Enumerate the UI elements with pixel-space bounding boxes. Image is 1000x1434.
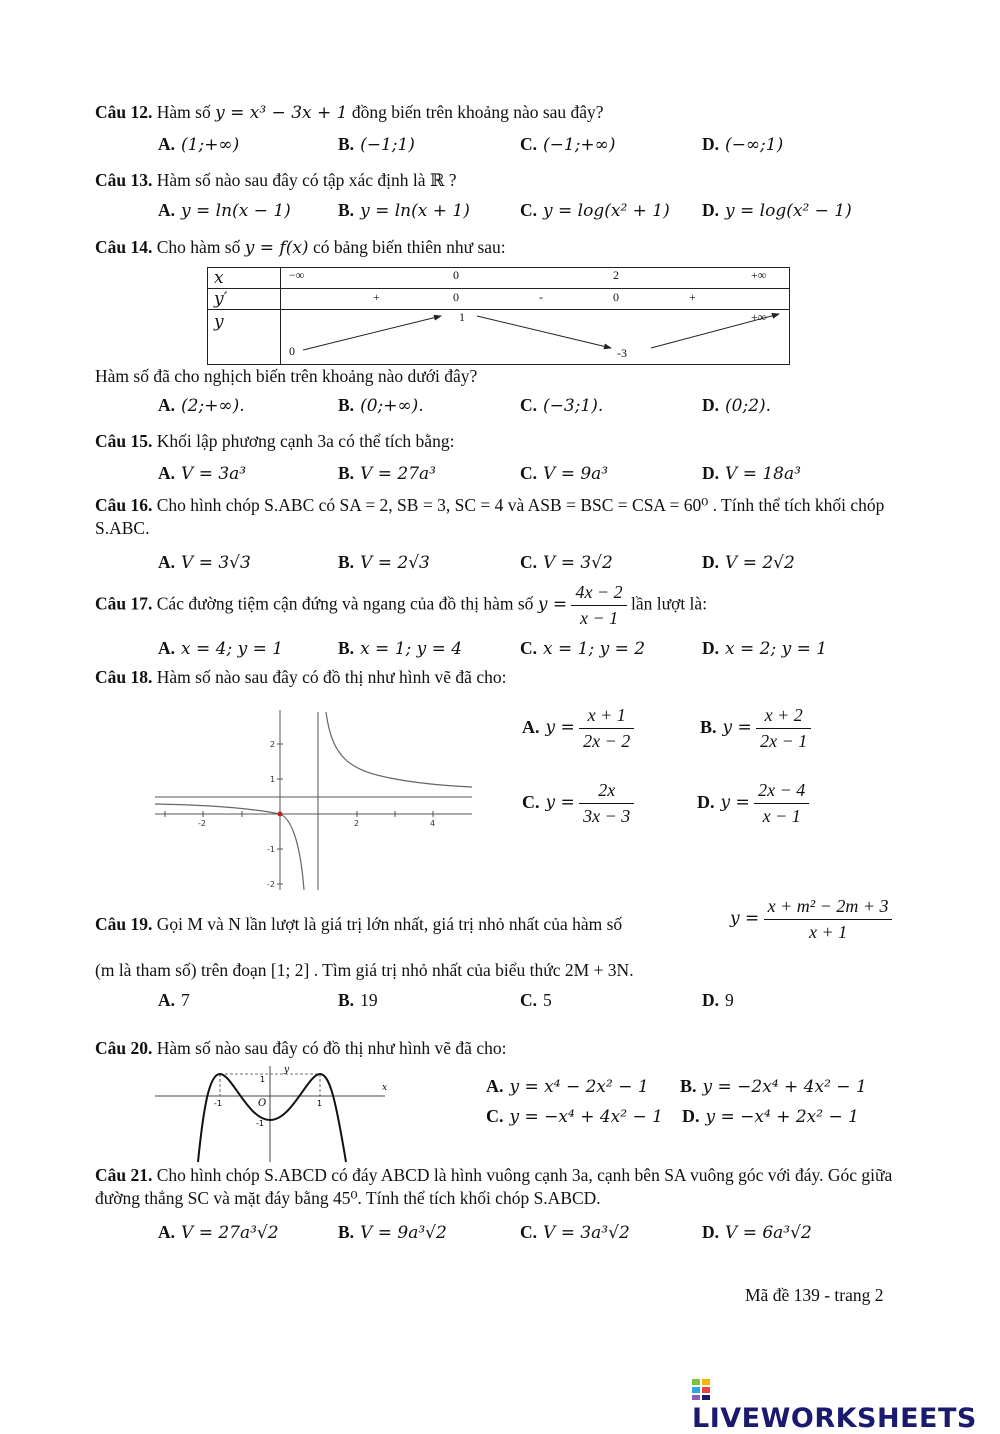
question-label: Câu 15. [95, 431, 153, 451]
x-values: −∞ 0 2 +∞ [281, 268, 790, 289]
option-a[interactable]: A. 7 [158, 990, 190, 1010]
tick-label: -1 [256, 1119, 264, 1128]
options-13 [0, 200, 1000, 230]
option-b[interactable]: B. y = ln(x + 1) [338, 200, 470, 221]
variation-table [207, 267, 790, 365]
variation-arrows [281, 310, 798, 364]
x-label: x [208, 268, 281, 289]
question-13: Câu 13. Hàm số nào sau đây có tập xác định là ℝ ? [95, 170, 457, 190]
option-c[interactable]: C. 5 [520, 990, 552, 1010]
question-19: Câu 19. Gọi M và N lần lượt là giá trị lớn nhất, giá trị nhỏ nhất của hàm số [95, 914, 623, 934]
option-c[interactable]: C. y = $\frac{2x}{3x - 3}$ [522, 780, 634, 827]
option-c[interactable]: C. V = 9a³ [520, 463, 609, 484]
option-a[interactable]: A. V = 27a³√2 [158, 1222, 279, 1243]
quartic-graph [150, 1062, 400, 1164]
tick-label: 2 [270, 740, 276, 749]
question-21: Câu 21. Cho hình chóp S.ABCD có đáy ABCD là hình vuông cạnh 3a, cạnh bên SA vuông góc với đáy. Góc giữa đường thẳng SC và mặt đáy bằng 45⁰. Tính thể tích khối chóp S.ABCD. [95, 1165, 893, 1208]
tick-label: 1 [260, 1075, 266, 1084]
option-a[interactable]: A. V = 3a³ [158, 463, 247, 484]
question-label: Câu 20. [95, 1038, 153, 1058]
option-d[interactable]: D. 9 [702, 990, 734, 1010]
tick-label: -1 [214, 1099, 222, 1108]
origin-label: O [258, 1098, 267, 1109]
option-a[interactable]: A. V = 3√3 [158, 552, 251, 573]
y-start: 0 [289, 344, 295, 358]
page-footer: Mã đề 139 - trang 2 [745, 1285, 884, 1305]
option-d[interactable]: D. y = log(x² − 1) [702, 200, 852, 221]
option-b[interactable]: B. 19 [338, 990, 378, 1010]
option-a[interactable]: A. (1;+∞) [158, 134, 240, 155]
option-d[interactable]: D. y = $\frac{2x - 4}{x - 1}$ [697, 780, 809, 827]
option-b[interactable]: B. V = 27a³ [338, 463, 436, 484]
tick-label: -2 [198, 819, 206, 828]
option-c[interactable]: C. V = 3a³√2 [520, 1222, 630, 1243]
option-c[interactable]: C. x = 1; y = 2 [520, 638, 646, 659]
options-19 [0, 990, 1000, 1020]
liveworksheets-logo[interactable]: LIVEWORKSHEETS [692, 1372, 1000, 1434]
question-20: Câu 20. Hàm số nào sau đây có đồ thị như hình vẽ đã cho: [95, 1038, 507, 1058]
option-c[interactable]: C. y = −x⁴ + 4x² − 1 [486, 1106, 663, 1127]
tick-label: 1 [317, 1099, 323, 1108]
question-label: Câu 18. [95, 667, 153, 687]
option-b[interactable]: B. y = $\frac{x + 2}{2x - 1}$ [700, 705, 811, 752]
tick-label: -1 [267, 845, 275, 854]
option-b[interactable]: B. (0;+∞). [338, 395, 424, 416]
question-label: Câu 13. [95, 170, 153, 190]
option-a[interactable]: A. y = ln(x − 1) [158, 200, 291, 221]
formula: y = f(x) [244, 238, 309, 258]
question-19-cont: (m là tham số) trên đoạn [1; 2] . Tìm giá trị nhỏ nhất của biểu thức 2M + 3N. [95, 960, 634, 980]
question-label: Câu 16. [95, 495, 153, 515]
options-21 [0, 1222, 1000, 1252]
question-label: Câu 17. [95, 593, 153, 614]
formula: y = x³ − 3x + 1 [215, 103, 348, 123]
option-c[interactable]: C. V = 3√2 [520, 552, 613, 573]
question-label: Câu 19. [95, 914, 153, 934]
y-prime-values: + 0 - 0 + [281, 289, 790, 310]
options-16 [0, 552, 1000, 582]
question-12: Câu 12. Hàm số y = x³ − 3x + 1 đồng biến trên khoảng nào sau đây? [95, 102, 604, 123]
question-14-prompt: Hàm số đã cho nghịch biến trên khoảng nào dưới đây? [95, 366, 478, 386]
y-min: -3 [617, 346, 627, 360]
fraction: $\frac{4x - 2}{x - 1}$ [571, 582, 626, 629]
option-d[interactable]: D. V = 2√2 [702, 552, 795, 573]
question-label: Câu 12. [95, 102, 153, 122]
options-17 [0, 638, 1000, 668]
question-label: Câu 14. [95, 237, 153, 257]
option-c[interactable]: C. y = log(x² + 1) [520, 200, 670, 221]
option-a[interactable]: A. y = x⁴ − 2x² − 1 [486, 1076, 649, 1097]
question-17: Câu 17. Các đường tiệm cận đứng và ngang của đồ thị hàm số y = $\frac{4x - 2}{x - 1}$ lần lượt là: [95, 582, 708, 628]
question-14: Câu 14. Cho hàm số y = f(x) có bảng biến thiên như sau: [95, 237, 506, 258]
y-max: 1 [459, 310, 465, 324]
liveworksheets-icon [692, 1377, 712, 1401]
hyperbola-graph [150, 708, 480, 893]
question-16: Câu 16. Cho hình chóp S.ABC có SA = 2, SB = 3, SC = 4 và ASB = BSC = CSA = 60⁰ . Tính thể tích khối chóp S.ABC. [95, 495, 885, 538]
option-a[interactable]: A. (2;+∞). [158, 395, 245, 416]
axis-label-y: y [284, 1065, 290, 1075]
tick-label: 2 [354, 819, 360, 828]
y-prime-label: y′ [208, 289, 281, 310]
option-a[interactable]: A. y = $\frac{x + 1}{2x - 2}$ [522, 705, 634, 752]
question-label: Câu 21. [95, 1165, 153, 1185]
tick-label: 1 [270, 775, 276, 784]
tick-label: -2 [267, 880, 275, 889]
axis-label-x: x [382, 1083, 388, 1093]
option-b[interactable]: B. V = 9a³√2 [338, 1222, 447, 1243]
option-d[interactable]: D. V = 18a³ [702, 463, 801, 484]
option-d[interactable]: D. V = 6a³√2 [702, 1222, 812, 1243]
option-c[interactable]: C. (−3;1). [520, 395, 604, 416]
y-label: y [208, 310, 281, 365]
y-values [281, 310, 790, 365]
options-15 [0, 463, 1000, 493]
question-15: Câu 15. Khối lập phương cạnh 3a có thể tích bằng: [95, 431, 455, 451]
options-14 [0, 395, 1000, 425]
y-end: +∞ [751, 310, 767, 324]
option-d[interactable]: D. (−∞;1) [702, 134, 784, 155]
option-a[interactable]: A. x = 4; y = 1 [158, 638, 284, 659]
tick-label: 4 [430, 819, 436, 828]
function-formula: y = $\frac{\text{x + m² − 2m + 3}}{x + 1}$ [730, 896, 892, 943]
options-12 [0, 134, 1000, 164]
option-d[interactable]: D. y = −x⁴ + 2x² − 1 [682, 1106, 859, 1127]
option-d[interactable]: D. x = 2; y = 1 [702, 638, 828, 659]
option-c[interactable]: C. (−1;+∞) [520, 134, 616, 155]
option-d[interactable]: D. (0;2). [702, 395, 772, 416]
option-b[interactable]: B. y = −2x⁴ + 4x² − 1 [680, 1076, 867, 1097]
option-b[interactable]: B. V = 2√3 [338, 552, 430, 573]
option-b[interactable]: B. (−1;1) [338, 134, 415, 155]
option-b[interactable]: B. x = 1; y = 4 [338, 638, 463, 659]
question-18: Câu 18. Hàm số nào sau đây có đồ thị như hình vẽ đã cho: [95, 667, 507, 687]
